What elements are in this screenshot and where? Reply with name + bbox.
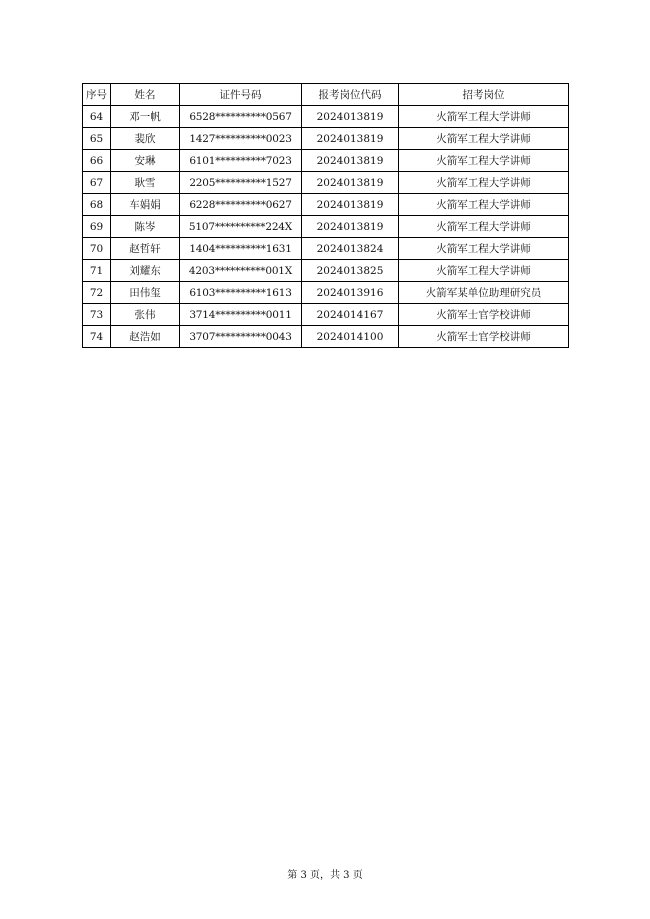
- cell-name: 赵浩如: [111, 326, 180, 348]
- cell-name: 邓一帆: [111, 106, 180, 128]
- cell-position: 火箭军工程大学讲师: [399, 150, 569, 172]
- cell-id-number: 1404**********1631: [180, 238, 302, 260]
- cell-position-code: 2024013819: [302, 216, 399, 238]
- cell-position: 火箭军工程大学讲师: [399, 238, 569, 260]
- header-position-code: 报考岗位代码: [302, 84, 399, 106]
- cell-position-code: 2024013916: [302, 282, 399, 304]
- cell-position-code: 2024013819: [302, 194, 399, 216]
- table-row: [83, 304, 569, 326]
- cell-position-code: 2024013819: [302, 128, 399, 150]
- cell-id-number: 6228**********0627: [180, 194, 302, 216]
- cell-id-number: 1427**********0023: [180, 128, 302, 150]
- cell-position: 火箭军工程大学讲师: [399, 128, 569, 150]
- cell-id-number: 5107**********224X: [180, 216, 302, 238]
- cell-serial: 73: [83, 304, 111, 326]
- table-body: [83, 106, 569, 348]
- header-id-number: 证件号码: [180, 84, 302, 106]
- header-position: 招考岗位: [399, 84, 569, 106]
- table-row: [83, 150, 569, 172]
- table-row: [83, 106, 569, 128]
- cell-id-number: 6103**********1613: [180, 282, 302, 304]
- cell-id-number: 3707**********0043: [180, 326, 302, 348]
- cell-id-number: 3714**********0011: [180, 304, 302, 326]
- cell-name: 耿雪: [111, 172, 180, 194]
- cell-id-number: 6528**********0567: [180, 106, 302, 128]
- cell-id-number: 4203**********001X: [180, 260, 302, 282]
- cell-serial: 65: [83, 128, 111, 150]
- cell-name: 赵哲轩: [111, 238, 180, 260]
- cell-serial: 67: [83, 172, 111, 194]
- cell-position-code: 2024013825: [302, 260, 399, 282]
- candidate-table: [82, 83, 569, 348]
- cell-position-code: 2024013819: [302, 106, 399, 128]
- cell-serial: 66: [83, 150, 111, 172]
- table-row: [83, 128, 569, 150]
- cell-serial: 72: [83, 282, 111, 304]
- cell-position: 火箭军工程大学讲师: [399, 260, 569, 282]
- cell-name: 陈岑: [111, 216, 180, 238]
- cell-name: 田伟玺: [111, 282, 180, 304]
- cell-serial: 70: [83, 238, 111, 260]
- table-row: [83, 326, 569, 348]
- cell-serial: 71: [83, 260, 111, 282]
- cell-position: 火箭军工程大学讲师: [399, 106, 569, 128]
- cell-position: 火箭军某单位助理研究员: [399, 282, 569, 304]
- cell-serial: 69: [83, 216, 111, 238]
- cell-serial: 64: [83, 106, 111, 128]
- cell-name: 张伟: [111, 304, 180, 326]
- cell-position-code: 2024014100: [302, 326, 399, 348]
- page-footer: 第 3 页，共 3 页: [287, 870, 363, 881]
- table-row: [83, 216, 569, 238]
- header-name: 姓名: [111, 84, 180, 106]
- table-row: [83, 238, 569, 260]
- cell-position: 火箭军工程大学讲师: [399, 172, 569, 194]
- table-header-row: [83, 84, 569, 106]
- cell-id-number: 6101**********7023: [180, 150, 302, 172]
- cell-serial: 68: [83, 194, 111, 216]
- table-row: [83, 172, 569, 194]
- cell-position-code: 2024013824: [302, 238, 399, 260]
- cell-id-number: 2205**********1527: [180, 172, 302, 194]
- table-row: [83, 282, 569, 304]
- cell-position: 火箭军士官学校讲师: [399, 304, 569, 326]
- cell-position-code: 2024013819: [302, 150, 399, 172]
- cell-name: 车娟娟: [111, 194, 180, 216]
- cell-name: 刘耀东: [111, 260, 180, 282]
- cell-position: 火箭军士官学校讲师: [399, 326, 569, 348]
- table-row: [83, 260, 569, 282]
- cell-position-code: 2024013819: [302, 172, 399, 194]
- header-serial: 序号: [83, 84, 111, 106]
- cell-name: 裴欣: [111, 128, 180, 150]
- cell-name: 安琳: [111, 150, 180, 172]
- cell-serial: 74: [83, 326, 111, 348]
- cell-position-code: 2024014167: [302, 304, 399, 326]
- table-row: [83, 194, 569, 216]
- cell-position: 火箭军工程大学讲师: [399, 194, 569, 216]
- cell-position: 火箭军工程大学讲师: [399, 216, 569, 238]
